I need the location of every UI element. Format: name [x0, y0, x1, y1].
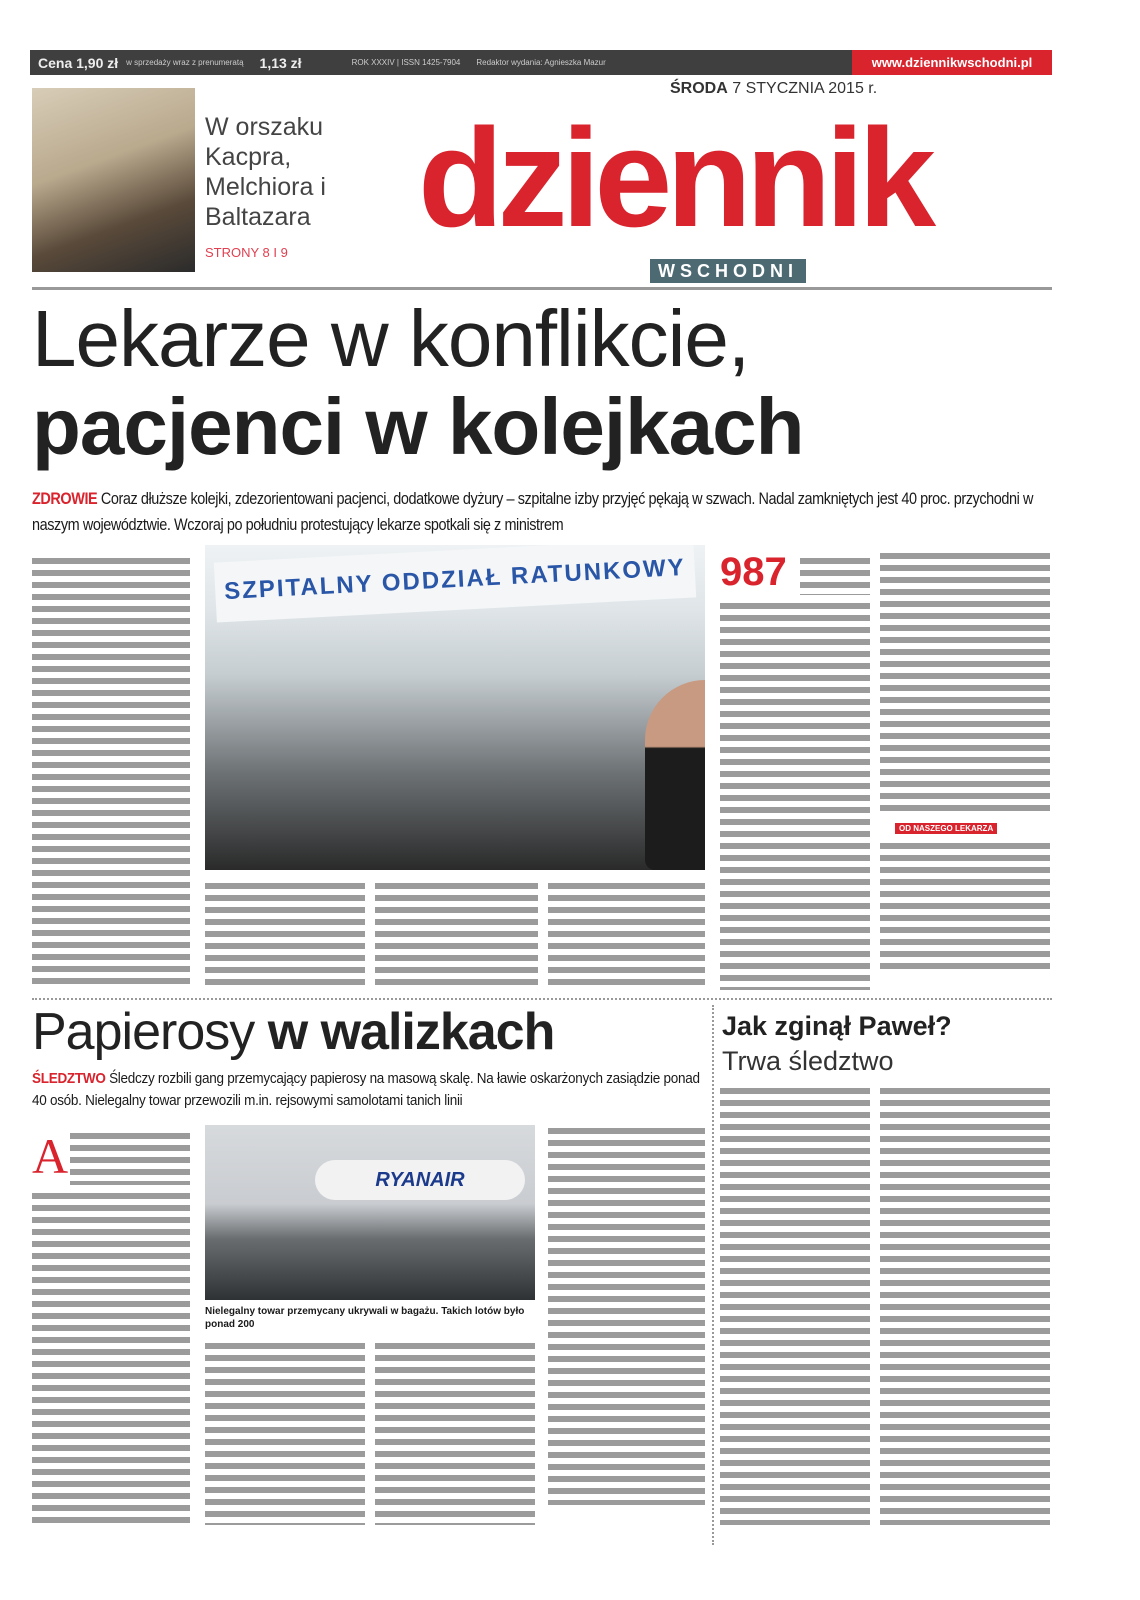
- day: ŚRODA: [670, 80, 728, 97]
- masthead-logo: dziennik: [418, 99, 931, 256]
- headline-bold: w walizkach: [267, 1003, 555, 1061]
- article-column: [880, 1085, 1050, 1525]
- article-column: [375, 1340, 535, 1525]
- photo-airline-label: RYANAIR: [315, 1160, 525, 1200]
- section-tag: ZDROWIE: [32, 489, 98, 508]
- factoid-text: [800, 555, 870, 595]
- headline-line2: pacjenci w kolejkach: [32, 382, 804, 471]
- photo-person: [645, 680, 705, 870]
- headline-line1: Lekarze w konflikcie,: [32, 294, 750, 383]
- second-headline[interactable]: [32, 1002, 554, 1062]
- article-column: [205, 1340, 365, 1525]
- lead-text: Coraz dłuższe kolejki, zdezorientowani pacjenci, dodatkowe dyżury – szpitalne izby przyjęć pękają w szwach. Nadal zamkniętych jest 40 proc. przychodni w naszym województwie. Wczoraj po południu protestujący lekarze spotkali się z ministrem: [32, 489, 1033, 534]
- airplane-photo: [205, 1125, 535, 1300]
- date: 7 STYCZNIA 2015 r.: [732, 80, 878, 97]
- price: Cena 1,90 zł: [38, 54, 119, 71]
- headline-light: Papierosy: [32, 1003, 255, 1061]
- article-column: [880, 550, 1050, 815]
- third-subheadline: Trwa śledztwo: [722, 1046, 894, 1076]
- article-column: [70, 1130, 190, 1185]
- second-lead: [32, 1068, 716, 1112]
- photo-sign: SZPITALNY ODDZIAŁ RATUNKOWY: [214, 545, 696, 623]
- article-column: [32, 555, 190, 990]
- price-subscription: 1,13 zł: [259, 54, 302, 71]
- photo-caption: Nielegalny towar przemycany ukrywali w bagażu. Takich lotów było ponad 200: [205, 1306, 525, 1330]
- lead-text: Śledczy rozbili gang przemycający papierosy na masową skalę. Na ławie oskarżonych zasiądzie ponad 40 osób. Nielegalny towar przewozili m.in. rejsowymi samolotami tanich linii: [32, 1070, 700, 1109]
- article-column: [720, 600, 870, 990]
- main-headline[interactable]: [32, 295, 803, 471]
- side-tag: OD NASZEGO LEKARZA: [895, 823, 997, 834]
- teaser-pages: STRONY 8 I 9: [205, 245, 288, 260]
- article-column: [32, 1190, 190, 1525]
- factoid-number: 987: [720, 550, 787, 594]
- third-headline[interactable]: Jak zginął Paweł?: [722, 1011, 952, 1041]
- drop-cap: A: [32, 1128, 69, 1184]
- article-column: [720, 1085, 870, 1525]
- article-column: [205, 880, 365, 990]
- hospital-photo: [205, 545, 705, 870]
- teaser-title[interactable]: W orszaku Kacpra, Melchiora i Baltazara: [205, 113, 326, 231]
- section-tag: ŚLEDZTWO: [32, 1070, 106, 1087]
- website-link[interactable]: www.dziennikwschodni.pl: [852, 50, 1052, 75]
- section-divider: [32, 998, 1052, 1000]
- teaser-photo: [32, 88, 195, 272]
- masthead-subname: WSCHODNI: [650, 259, 806, 283]
- issue-info: ROK XXXIV | ISSN 1425-7904: [351, 58, 461, 67]
- article-column: [375, 880, 538, 990]
- article-column: [880, 840, 1050, 975]
- article-column: [548, 1125, 705, 1505]
- issue-date: [670, 80, 877, 98]
- main-lead: [32, 486, 1052, 538]
- divider: [32, 287, 1052, 290]
- editor: Redaktor wydania: Agnieszka Mazur: [476, 58, 606, 67]
- subscription-note: w sprzedaży wraz z prenumeratą: [126, 58, 244, 67]
- article-column: [548, 880, 705, 990]
- top-info-bar: [30, 50, 1052, 75]
